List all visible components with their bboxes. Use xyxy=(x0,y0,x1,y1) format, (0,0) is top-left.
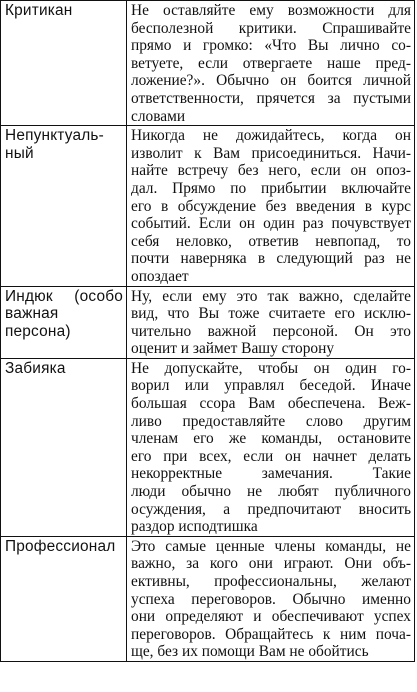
type-label-line: персона) xyxy=(5,322,71,340)
advice-line: почти наверняка в следующий раз не xyxy=(131,250,411,268)
advice-line: чительно важной персоной. Он это xyxy=(131,322,411,340)
table-row xyxy=(1,358,415,536)
advice-cell xyxy=(127,286,415,358)
advice-line: изволит к Вам присоединиться. Начи- xyxy=(131,144,411,162)
type-cell xyxy=(1,126,127,286)
advice-line: люди обычно не любят публичного xyxy=(131,483,411,501)
advice-cell xyxy=(127,536,415,661)
advice-line: некорректные замечания. Такие xyxy=(131,465,411,483)
advice-line: событий. Если он один раз почувствует xyxy=(131,215,411,233)
advice-line: ще, без их помощи Вам не обойтись xyxy=(131,643,369,661)
type-cell xyxy=(1,536,127,661)
advice-line: опоздает xyxy=(131,267,189,285)
type-cell xyxy=(1,1,127,126)
type-label-line: важная xyxy=(5,305,59,323)
type-label: Профессионал xyxy=(5,537,116,555)
advice-line: Не допускайте, чтобы он один го- xyxy=(131,359,411,377)
advice-line: Ну, если ему это так важно, сделайте xyxy=(131,287,411,305)
advice-line: словами xyxy=(131,107,186,125)
advice-cell xyxy=(127,126,415,286)
advice-line: членам его же команды, остановите xyxy=(131,430,411,448)
type-cell xyxy=(1,286,127,358)
advice-line: бесполезной критики. Спрашивайте xyxy=(131,19,411,37)
advice-line: раздор исподтишка xyxy=(131,518,258,536)
advice-line: его в обсуждение без введения в курс xyxy=(131,197,411,215)
advice-line: ветуете, если отвергаете наше пред- xyxy=(131,54,411,72)
advice-cell xyxy=(127,1,415,126)
advice-line: оценит и займет Вашу сторону xyxy=(131,340,335,358)
advice-line: дал. Прямо по прибытии включайте xyxy=(131,179,411,197)
advice-line: успеха переговоров. Обычно именно xyxy=(131,590,411,608)
advice-line: переговоров. Обращайтесь к ним поча- xyxy=(131,625,411,643)
advice-line: найте встречу без него, если он опоз- xyxy=(131,162,411,180)
table-row xyxy=(1,536,415,661)
advice-line: Никогда не дожидайтесь, когда он xyxy=(131,127,411,145)
advice-line: ливо предоставляйте слово другим xyxy=(131,412,411,430)
advice-cell xyxy=(127,358,415,536)
advice-line: Это самые ценные члены команды, не xyxy=(131,537,411,555)
advice-line: его при всех, если он начнет делать xyxy=(131,447,411,465)
advice-line: осуждения, а предпочитают вносить xyxy=(131,500,411,518)
type-label-line: Индюк (особо xyxy=(5,287,123,305)
advice-line: себя неловко, ответив невпопад, то xyxy=(131,232,411,250)
advice-line: ективны, профессиональны, желают xyxy=(131,573,411,590)
table-row xyxy=(1,286,415,358)
advice-line: прямо и громко: «Что Вы лично со- xyxy=(131,37,411,55)
type-cell xyxy=(1,358,127,536)
advice-line: ответственности, прячется за пустыми xyxy=(131,89,411,107)
advice-line: большая ссора Вам обеспечена. Веж- xyxy=(131,395,411,413)
advice-line: вид, что Вы тоже считаете его исклю- xyxy=(131,305,411,323)
table-row xyxy=(1,1,415,126)
type-label-line: Непунктуаль- xyxy=(5,127,104,145)
advice-line: ложение?». Обычно он боится личной xyxy=(131,72,411,90)
advice-line: важно, за кого они играют. Они объ- xyxy=(131,555,411,573)
advice-line: Не оставляйте ему возможности для xyxy=(131,2,411,19)
type-label-line: ный xyxy=(5,144,34,162)
advice-line: они определяют и обеспечивают успех xyxy=(131,608,411,626)
advice-line: ворил или управлял беседой. Иначе xyxy=(131,377,411,395)
table-row xyxy=(1,126,415,286)
type-label: Критикан xyxy=(5,2,73,19)
type-label: Забияка xyxy=(5,359,66,377)
